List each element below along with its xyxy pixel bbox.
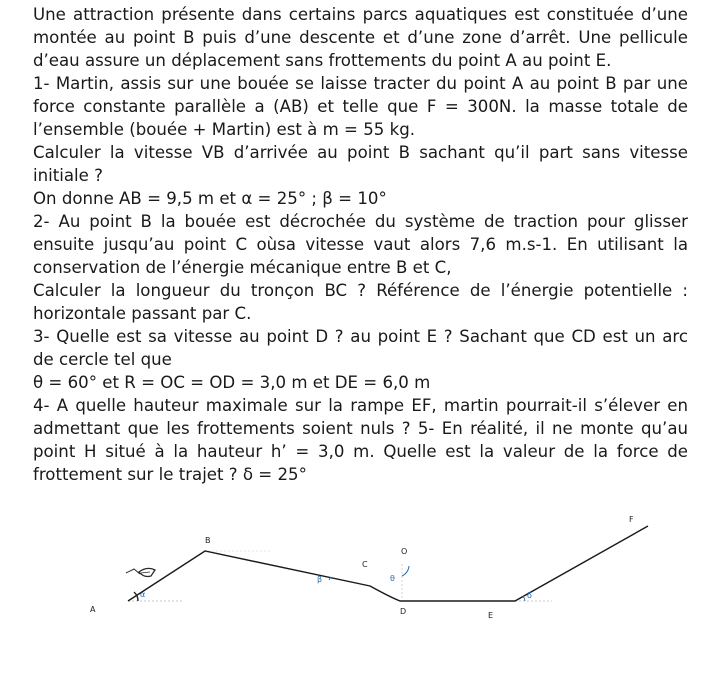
- point-c-label: C: [362, 560, 368, 569]
- alpha-label: α: [140, 590, 146, 599]
- question-1-given: On donne AB = 9,5 m et α = 25° ; β = 10°: [33, 189, 387, 208]
- delta-angle-arc: [523, 596, 525, 601]
- question-3-given: θ = 60° et R = OC = OD = 3,0 m et DE = 6,0 m: [33, 373, 431, 392]
- question-2-ask: Calculer la longueur du tronçon BC ? Référence de l’énergie potentielle : horizontale passant par C.: [33, 281, 688, 323]
- theta-angle-arc: [402, 566, 409, 576]
- intro-paragraph: Une attraction présente dans certains parcs aquatiques est constituée d’une montée au point B puis d’une descente et d’une zone d’arrêt. Une pellicule d’eau assure un déplacement sans frottements du point A au point E.: [33, 5, 688, 70]
- point-e-label: E: [488, 611, 494, 620]
- question-3-statement: 3- Quelle est sa vitesse au point D ? au point E ? Sachant que CD est un arc de cercle tel que: [33, 327, 688, 369]
- point-a-label: A: [90, 605, 96, 614]
- point-b-label: B: [205, 536, 211, 545]
- question-1-statement: 1- Martin, assis sur une bouée se laisse tracter du point A au point B par une force constante parallèle a (AB) et telle que F = 300N. la masse totale de l’ensemble (bouée + Martin) est à m = 55 kg.: [33, 74, 688, 139]
- buoy-figure: [126, 568, 155, 576]
- question-2-statement: 2- Au point B la bouée est décrochée du système de traction pour glisser ensuite jusqu’au point C oùsa vitesse vaut alors 7,6 m.s-1. En utilisant la conservation de l’énergie mécanique entre B et C,: [33, 212, 688, 277]
- point-d-label: D: [400, 607, 407, 616]
- track-diagram: [0, 500, 720, 673]
- theta-label: θ: [390, 574, 395, 583]
- question-1-ask: Calculer la vitesse VB d’arrivée au point B sachant qu’il part sans vitesse initiale ?: [33, 143, 688, 185]
- exercise-text: [33, 3, 688, 486]
- beta-label: β: [317, 575, 323, 584]
- point-o-label: O: [401, 547, 408, 556]
- delta-label: δ: [527, 591, 532, 600]
- question-4-5-statement: 4- A quelle hauteur maximale sur la rampe EF, martin pourrait-il s’élever en admettant que les frottements soient nuls ? 5- En réalité, il ne monte qu’au point H situé à la hauteur h’ = 3,0 m. Quelle est la valeur de la force de frottement sur le trajet ? δ = 25°: [33, 396, 688, 484]
- point-f-label: F: [629, 515, 634, 524]
